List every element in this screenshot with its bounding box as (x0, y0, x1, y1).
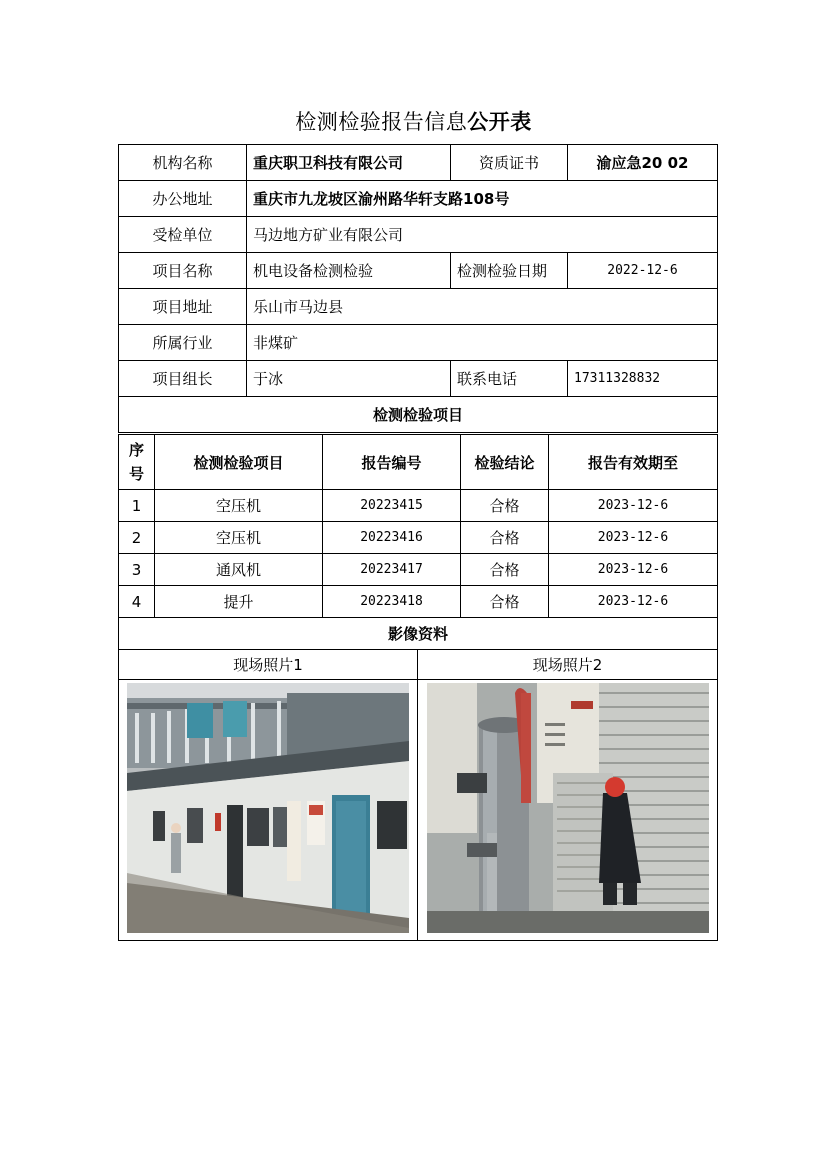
row-result: 合格 (461, 554, 549, 586)
table-row (119, 554, 718, 586)
col-header-item: 检测检验项目 (155, 435, 323, 490)
row-item: 通风机 (155, 554, 323, 586)
client-row (119, 217, 718, 253)
row-valid: 2023-12-6 (549, 554, 718, 586)
phone-value: 17311328832 (568, 361, 718, 397)
photo-labels-row (119, 650, 718, 680)
col-header-result: 检验结论 (461, 435, 549, 490)
row-no: 4 (119, 586, 155, 618)
project-row (119, 253, 718, 289)
row-no: 3 (119, 554, 155, 586)
address-row (119, 181, 718, 217)
photos-table (118, 617, 718, 941)
table-row (119, 490, 718, 522)
row-valid: 2023-12-6 (549, 490, 718, 522)
site-photo-1 (127, 683, 409, 933)
title-text-bold: 公开表 (467, 110, 532, 134)
project-value: 机电设备检测检验 (247, 253, 451, 289)
col-header-no: 序号 (119, 435, 155, 490)
site-photo-2 (427, 683, 709, 933)
items-heading-row (119, 397, 718, 433)
photos-section-heading: 影像资料 (119, 618, 718, 650)
col-header-report: 报告编号 (323, 435, 461, 490)
leader-label: 项目组长 (119, 361, 247, 397)
photo2-cell (418, 680, 718, 941)
row-report: 20223417 (323, 554, 461, 586)
photo1-label: 现场照片1 (119, 650, 418, 680)
document-title (0, 106, 827, 136)
row-valid: 2023-12-6 (549, 586, 718, 618)
industry-value: 非煤矿 (247, 325, 718, 361)
info-table (118, 144, 718, 433)
address-label: 办公地址 (119, 181, 247, 217)
row-no: 2 (119, 522, 155, 554)
items-section-heading: 检测检验项目 (119, 397, 718, 433)
row-result: 合格 (461, 490, 549, 522)
client-label: 受检单位 (119, 217, 247, 253)
table-row (119, 522, 718, 554)
site-row (119, 289, 718, 325)
site-label: 项目地址 (119, 289, 247, 325)
date-label: 检测检验日期 (451, 253, 568, 289)
row-result: 合格 (461, 586, 549, 618)
photo1-cell (119, 680, 418, 941)
col-header-valid: 报告有效期至 (549, 435, 718, 490)
items-table (118, 434, 718, 618)
row-item: 空压机 (155, 522, 323, 554)
org-value: 重庆职卫科技有限公司 (247, 145, 451, 181)
row-no: 1 (119, 490, 155, 522)
site-value: 乐山市马边县 (247, 289, 718, 325)
leader-value: 于冰 (247, 361, 451, 397)
row-report: 20223418 (323, 586, 461, 618)
photos-heading-row (119, 618, 718, 650)
row-report: 20223415 (323, 490, 461, 522)
client-value: 马边地方矿业有限公司 (247, 217, 718, 253)
phone-label: 联系电话 (451, 361, 568, 397)
photos-row (119, 680, 718, 941)
date-value: 2022-12-6 (568, 253, 718, 289)
org-row (119, 145, 718, 181)
cert-value: 渝应急20 02 (568, 145, 718, 181)
project-label: 项目名称 (119, 253, 247, 289)
row-item: 空压机 (155, 490, 323, 522)
title-text: 检测检验报告信息 (295, 110, 468, 134)
row-valid: 2023-12-6 (549, 522, 718, 554)
row-item: 提升 (155, 586, 323, 618)
table-row (119, 586, 718, 618)
org-label: 机构名称 (119, 145, 247, 181)
items-header-row (119, 435, 718, 490)
address-value: 重庆市九龙坡区渝州路华轩支路108号 (247, 181, 718, 217)
cert-label: 资质证书 (451, 145, 568, 181)
industry-row (119, 325, 718, 361)
row-result: 合格 (461, 522, 549, 554)
photo2-label: 现场照片2 (418, 650, 718, 680)
leader-row (119, 361, 718, 397)
row-report: 20223416 (323, 522, 461, 554)
industry-label: 所属行业 (119, 325, 247, 361)
